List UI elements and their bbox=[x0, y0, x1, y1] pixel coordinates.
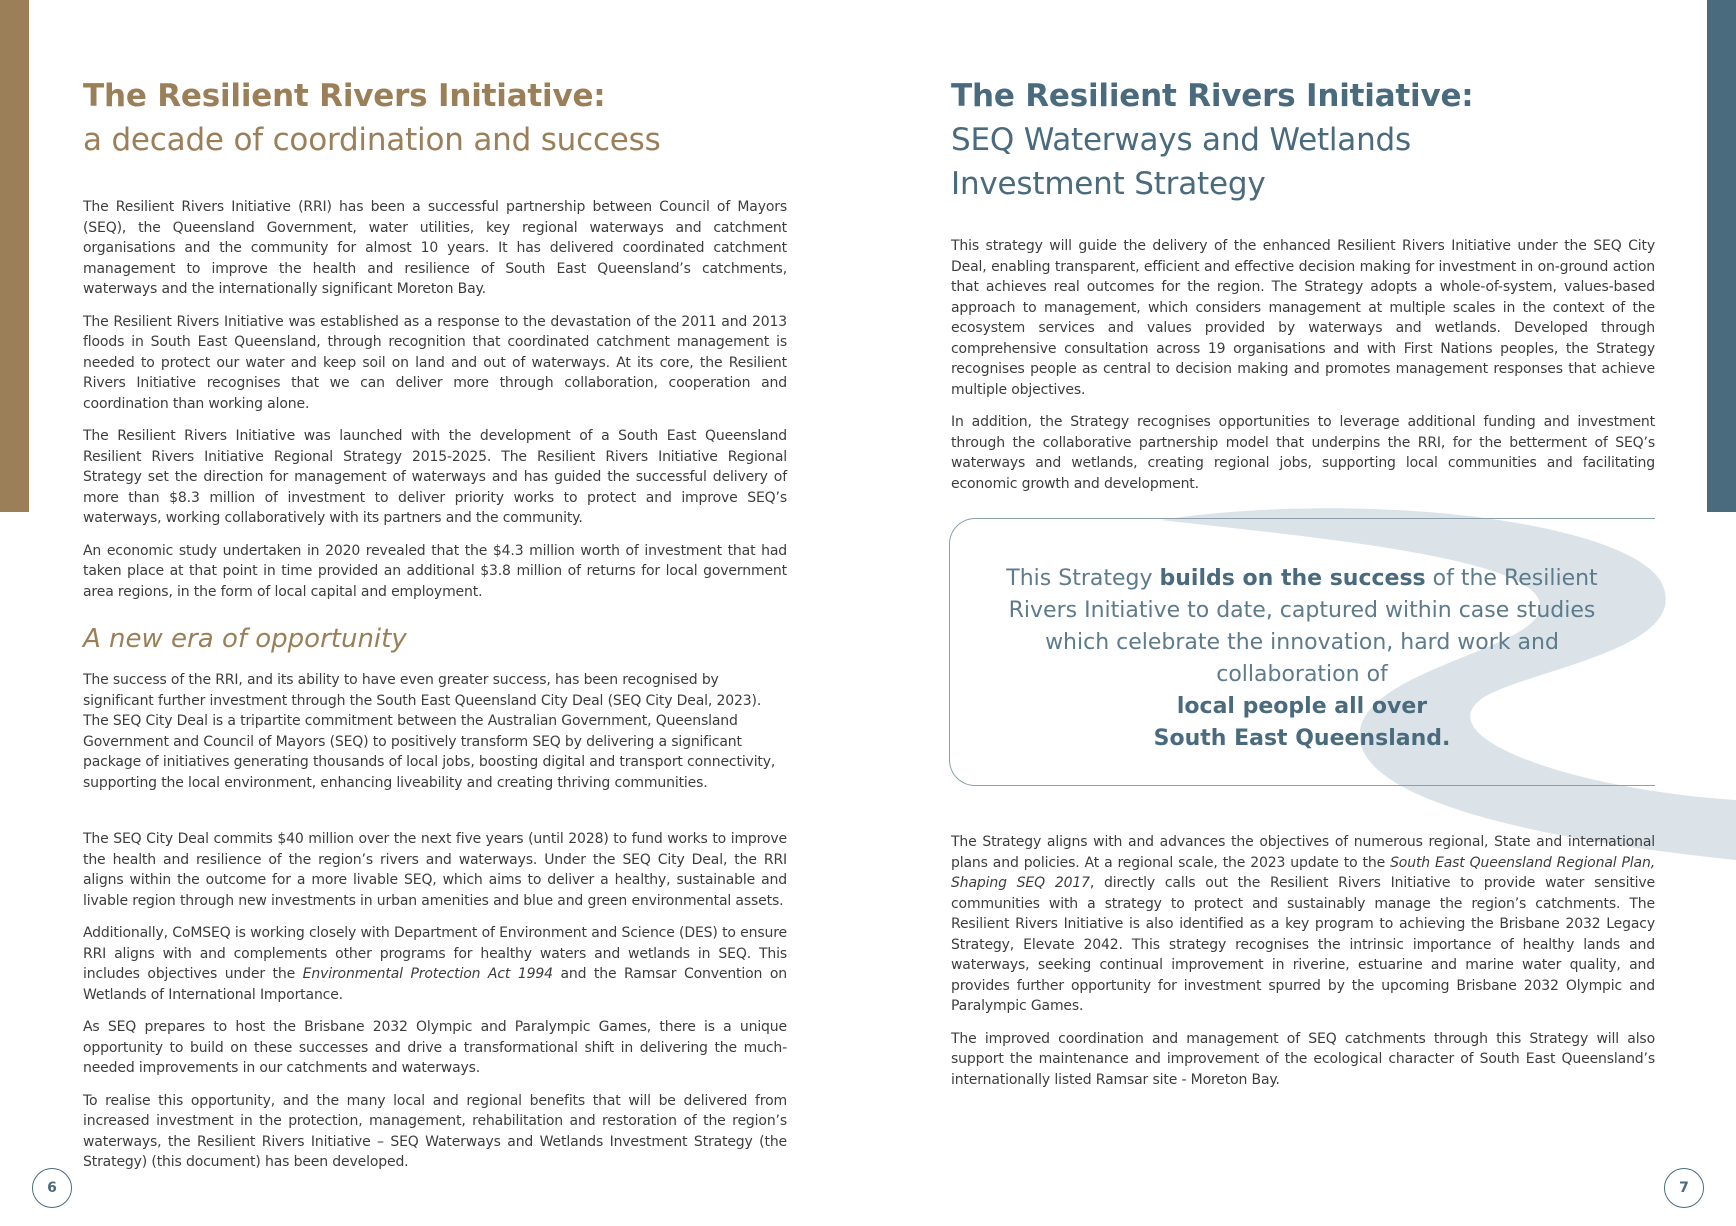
left-page bbox=[83, 74, 787, 1185]
page-number-right: 7 bbox=[1664, 1168, 1704, 1208]
right-page-title: The Resilient Rivers Initiative: bbox=[951, 78, 1474, 114]
right-accent-bar bbox=[1707, 0, 1736, 512]
paragraph: The Resilient Rivers Initiative was established as a response to the devastation of the 2011 and 2013 floods in South East Queensland, through recognition that coordinated catchment management is needed to protect our water and keep soil on land and out of waterways. At its core, the Resilient Rivers Initiative recognises that we can deliver more through collaboration, cooperation and coordination than working alone. bbox=[83, 313, 787, 412]
paragraph: The Resilient Rivers Initiative was launched with the development of a South East Queensland Resilient Rivers Initiative Regional Strategy 2015-2025. The Resilient Rivers Initiative Regional Strategy set the direction for management of waterways and has guided the successful delivery of more than $8.3 million of investment to deliver priority works to protect and improve SEQ’s waterways, working collaboratively with its partners and the community. bbox=[83, 428, 787, 526]
right-intro-body bbox=[951, 236, 1655, 494]
paragraph: The improved coordination and management of SEQ catchments through this Strategy will also support the maintenance and improvement of the ecological character of South East Queensland’s internationally listed Ramsar site - Moreton Bay. bbox=[951, 1030, 1655, 1088]
right-page bbox=[951, 74, 1655, 506]
callout-text: This Strategy builds on the success of the Resilient Rivers Initiative to date, captured within case studies which celebrate the innovation, hard work and collaboration of local people all over South East Queensland. bbox=[1006, 566, 1598, 751]
paragraph: The Resilient Rivers Initiative (RRI) has been a successful partnership between Council of Mayors (SEQ), the Queensland Government, water utilities, key regional waterways and catchment organisations and the community for almost 10 years. It has delivered coordinated catchment management to improve the health and resilience of South East Queensland’s catchments, waterways and the internationally significant Moreton Bay. bbox=[83, 199, 787, 297]
era-heading: A new era of opportunity bbox=[83, 624, 407, 654]
paragraph: In addition, the Strategy recognises opportunities to leverage additional funding and investment through the collaborative partnership model that underpins the RRI, for the betterment of SEQ’s waterways and wetlands, creating regional jobs, supporting local communities and facilitating economic growth and development. bbox=[951, 414, 1655, 492]
left-page-subtitle: a decade of coordination and success bbox=[83, 122, 661, 158]
right-lower-body bbox=[951, 832, 1655, 1102]
paragraph: The success of the RRI, and its ability to have even greater success, has been recognised by significant further investment through the South East Queensland City Deal (SEQ City Deal, 2023). The SEQ City Deal is a tripartite commitment between the Australian Government, Queensland Government and Council of Mayors (SEQ) to positively transform SEQ by delivering a significant package of initiatives generating thousands of local jobs, boosting digital and transport connectivity, supporting the local environment, enhancing liveability and creating thriving communities. bbox=[83, 672, 776, 791]
right-page-subtitle-line2: Investment Strategy bbox=[951, 166, 1266, 202]
des-paragraph: Additionally, CoMSEQ is working closely with Department of Environment and Science (DES) to ensure RRI aligns with and complements other programs for healthy waters and wetlands in SEQ. This includes objectives under the Environmental Protection Act 1994 and the Ramsar Convention on Wetlands of International Importance. bbox=[83, 925, 787, 1003]
left-page-title: The Resilient Rivers Initiative: bbox=[83, 78, 606, 114]
left-accent-bar bbox=[0, 0, 29, 512]
paragraph: An economic study undertaken in 2020 revealed that the $4.3 million worth of investment that had taken place at that point in time provided an additional $3.8 million of returns for local government area regions, in the form of local capital and employment. bbox=[83, 542, 787, 600]
left-intro-body bbox=[83, 197, 787, 602]
callout-quote bbox=[949, 518, 1655, 790]
paragraph: As SEQ prepares to host the Brisbane 2032 Olympic and Paralympic Games, there is a unique opportunity to build on these successes and drive a transformational shift in delivering the much-needed improvements in our catchments and waterways. bbox=[83, 1019, 787, 1076]
right-page-subtitle-line1: SEQ Waterways and Wetlands bbox=[951, 122, 1411, 158]
align-paragraph: The Strategy aligns with and advances the objectives of numerous regional, State and international plans and policies. At a regional scale, the 2023 update to the South East Queensland Regional Plan, Shaping SEQ 2017, directly calls out the Resilient Rivers Initiative to provide water sensitive communities with a strategy to protect and sustainably manage the region’s catchments. The Resilient Rivers Initiative is also identified as a key program to achieving the Brisbane 2032 Legacy Strategy, Elevate 2042. This strategy recognises the intrinsic importance of healthy lands and waterways, seeking continual improvement in riverine, estuarine and marine water quality, and provides further opportunity for investment spurred by the upcoming Brisbane 2032 Olympic and Paralympic Games. bbox=[951, 834, 1655, 1014]
paragraph: To realise this opportunity, and the many local and regional benefits that will be delivered from increased investment in the protection, management, rehabilitation and restoration of the region’s waterways, the Resilient Rivers Initiative – SEQ Waterways and Wetlands Investment Strategy (the Strategy) (this document) has been developed. bbox=[83, 1092, 787, 1170]
paragraph: This strategy will guide the delivery of the enhanced Resilient Rivers Initiative under the SEQ City Deal, enabling transparent, efficient and effective decision making for investment in on-ground action that achieves real outcomes for the region. The Strategy adopts a whole-of-system, values-based approach to management, which considers management at multiple scales in the context of the ecosystem services and values provided by waterways and wetlands. Developed through comprehensive consultation across 19 organisations and with First Nations peoples, the Strategy recognises people as central to decision making and promotes management responses that achieve multiple objectives. bbox=[951, 238, 1655, 398]
paragraph: The SEQ City Deal commits $40 million over the next five years (until 2028) to fund works to improve the health and resilience of the region’s rivers and waterways. Under the SEQ City Deal, the RRI aligns within the outcome for a more livable SEQ, which aims to deliver a healthy, sustainable and livable region through new investments in urban amenities and blue and green environmental assets. bbox=[83, 831, 787, 909]
page-number-left: 6 bbox=[32, 1168, 72, 1208]
